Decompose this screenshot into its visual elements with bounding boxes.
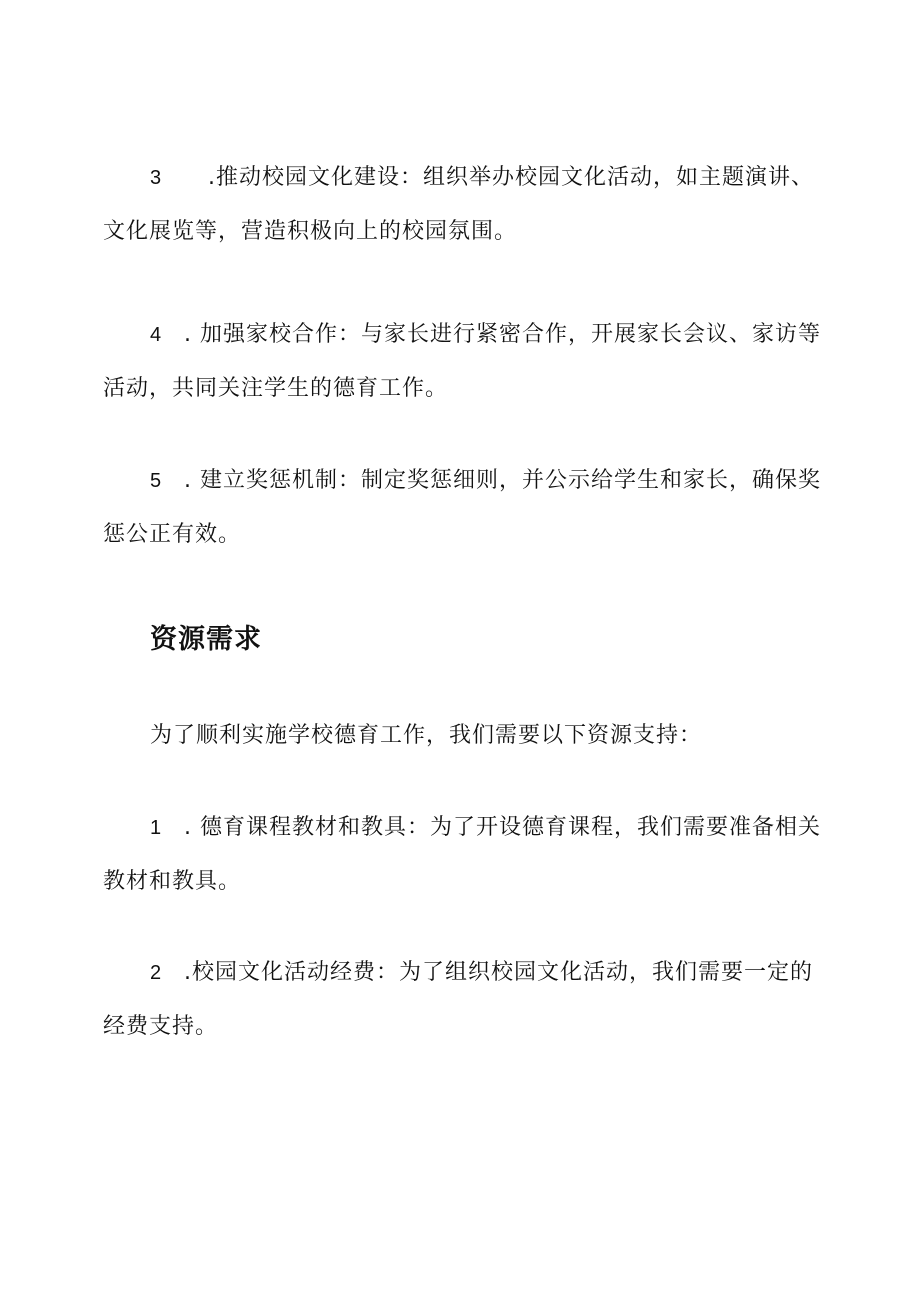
list-item-first-line <box>103 151 819 205</box>
list-item-1 <box>103 801 819 909</box>
section-intro: 为了顺利实施学校德育工作，我们需要以下资源支持： <box>150 723 703 748</box>
list-item-3 <box>103 151 819 259</box>
list-item-number: 4 <box>150 324 163 346</box>
list-item-text: . 建立奖惩机制：制定奖惩细则，并公示给学生和家长，确保奖 <box>184 468 821 493</box>
list-item-continuation: 教材和教具。 <box>103 869 242 894</box>
list-item-first-line <box>103 454 819 508</box>
list-item-number: 2 <box>150 962 163 984</box>
list-item-number: 3 <box>150 167 163 189</box>
list-item-text: .推动校园文化建设：组织举办校园文化活动，如主题演讲、 <box>208 165 814 190</box>
list-item-5 <box>103 454 819 562</box>
list-item-first-line <box>103 801 819 855</box>
list-item-number: 5 <box>150 470 163 492</box>
list-item-continuation: 惩公正有效。 <box>103 522 242 547</box>
list-item-first-line <box>103 308 819 362</box>
list-item-text: .校园文化活动经费：为了组织校园文化活动，我们需要一定的 <box>184 960 813 985</box>
list-item-2 <box>103 946 819 1054</box>
list-item-number: 1 <box>150 817 163 839</box>
list-item-continuation: 文化展览等，营造积极向上的校园氛围。 <box>103 219 518 244</box>
list-item-continuation: 经费支持。 <box>103 1014 219 1039</box>
list-item-continuation: 活动，共同关注学生的德育工作。 <box>103 376 449 401</box>
list-item-4 <box>103 308 819 416</box>
list-item-first-line <box>103 946 819 1000</box>
section-heading: 资源需求 <box>150 624 262 655</box>
list-item-text: . 德育课程教材和教具：为了开设德育课程，我们需要准备相关 <box>184 815 821 840</box>
list-item-text: . 加强家校合作：与家长进行紧密合作，开展家长会议、家访等 <box>184 322 821 347</box>
